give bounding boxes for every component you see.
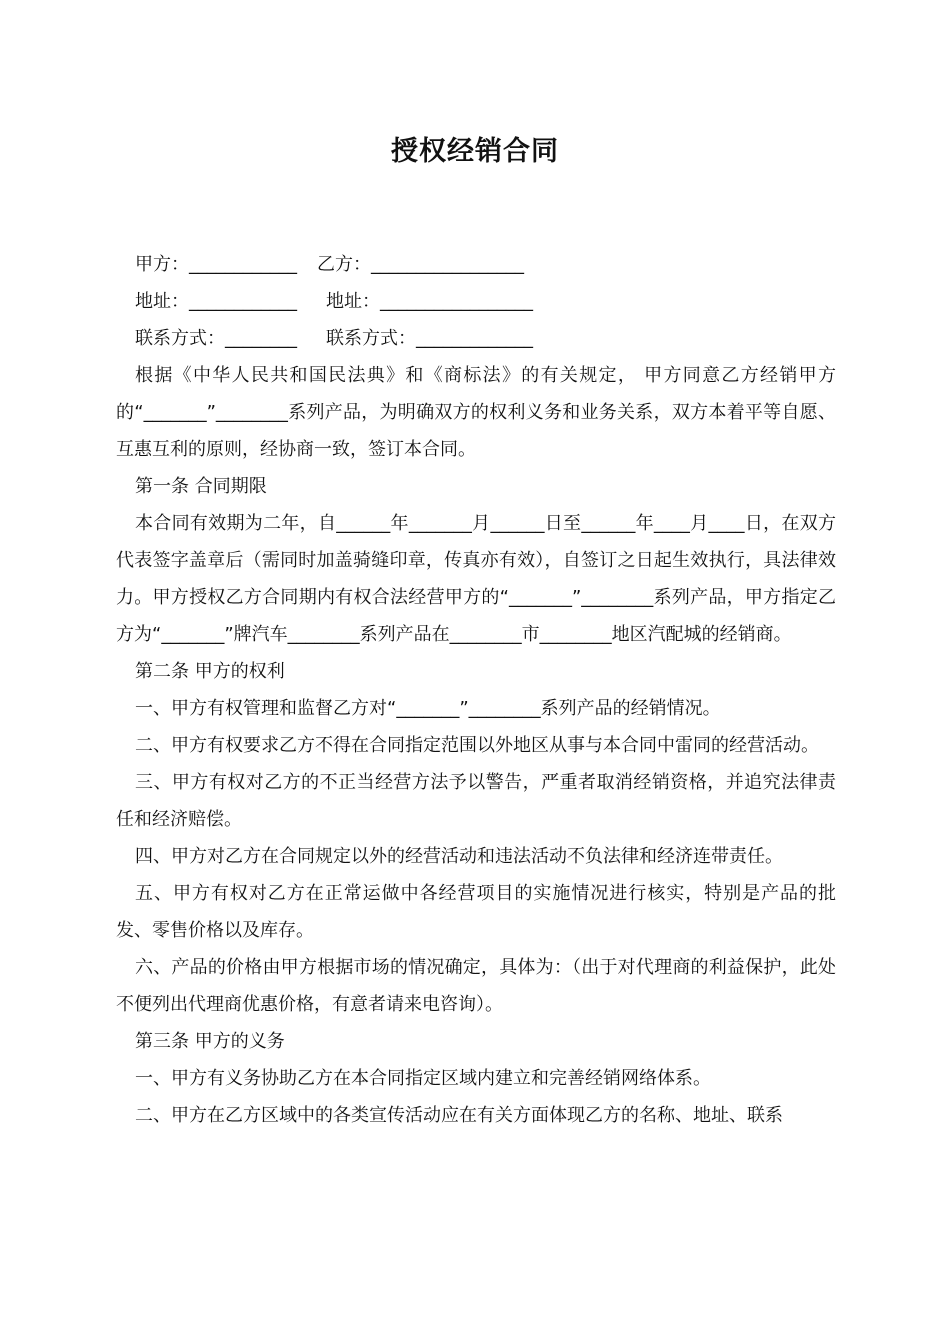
intro-paragraph: 根据《中华人民共和国民法典》和《商标法》的有关规定， 甲方同意乙方经销甲方的“_______”________系列产品，为明确双方的权利义务和业务关系，双方本着平等自愿、互惠互利的原则，经协商一致，签订本合同。 (116, 365, 836, 460)
contact-a-field: 联系方式：________ (135, 328, 297, 349)
address-b-field: 地址：_________________ (326, 291, 533, 312)
article3-item: 一、甲方有义务协助乙方在本合同指定区域内建立和完善经销网络体系。 (135, 1068, 711, 1089)
article2-heading: 第二条 甲方的权利 (135, 661, 285, 682)
party-contact-row (116, 320, 836, 357)
contact-b-field: 联系方式：_____________ (326, 328, 533, 349)
party-b-field: 乙方：_________________ (317, 254, 524, 275)
article2-item: 一、甲方有权管理和监督乙方对“_______”________系列产品的经销情况。 (135, 698, 721, 719)
article2-item: 四、甲方对乙方在合同规定以外的经营活动和违法活动不负法律和经济连带责任。 (135, 846, 783, 867)
article3-heading: 第三条 甲方的义务 (135, 1031, 285, 1052)
article2-item: 三、甲方有权对乙方的不正当经营方法予以警告，严重者取消经销资格，并追究法律责任和经济赔偿。 (116, 772, 836, 830)
article3-item: 二、甲方在乙方区域中的各类宣传活动应在有关方面体现乙方的名称、地址、联系 (135, 1105, 783, 1126)
party-a-field: 甲方：____________ (135, 254, 297, 275)
address-a-field: 地址：____________ (135, 291, 297, 312)
document-body (116, 246, 836, 1134)
article1-paragraph: 本合同有效期为二年，自______年_______月______日至______年____月____日，在双方代表签字盖章后（需同时加盖骑缝印章，传真亦有效），自签订之日起生效执行，具法律效力。甲方授权乙方合同期内有权合法经营甲方的“_______”________系列产品，甲方指定乙方为“_______”牌汽车________系列产品在________市________地区汽配城的经销商。 (116, 513, 836, 645)
article2-item: 六、产品的价格由甲方根据市场的情况确定，具体为：（出于对代理商的利益保护，此处不便列出代理商优惠价格，有意者请来电咨询）。 (116, 957, 836, 1015)
article1-heading: 第一条 合同期限 (135, 476, 267, 497)
article2-item: 五、甲方有权对乙方在正常运做中各经营项目的实施情况进行核实，特别是产品的批发、零售价格以及库存。 (116, 883, 836, 941)
document-title: 授权经销合同 (391, 136, 559, 167)
party-names-row (116, 246, 836, 283)
article2-item: 二、甲方有权要求乙方不得在合同指定范围以外地区从事与本合同中雷同的经营活动。 (135, 735, 819, 756)
party-address-row (116, 283, 836, 320)
